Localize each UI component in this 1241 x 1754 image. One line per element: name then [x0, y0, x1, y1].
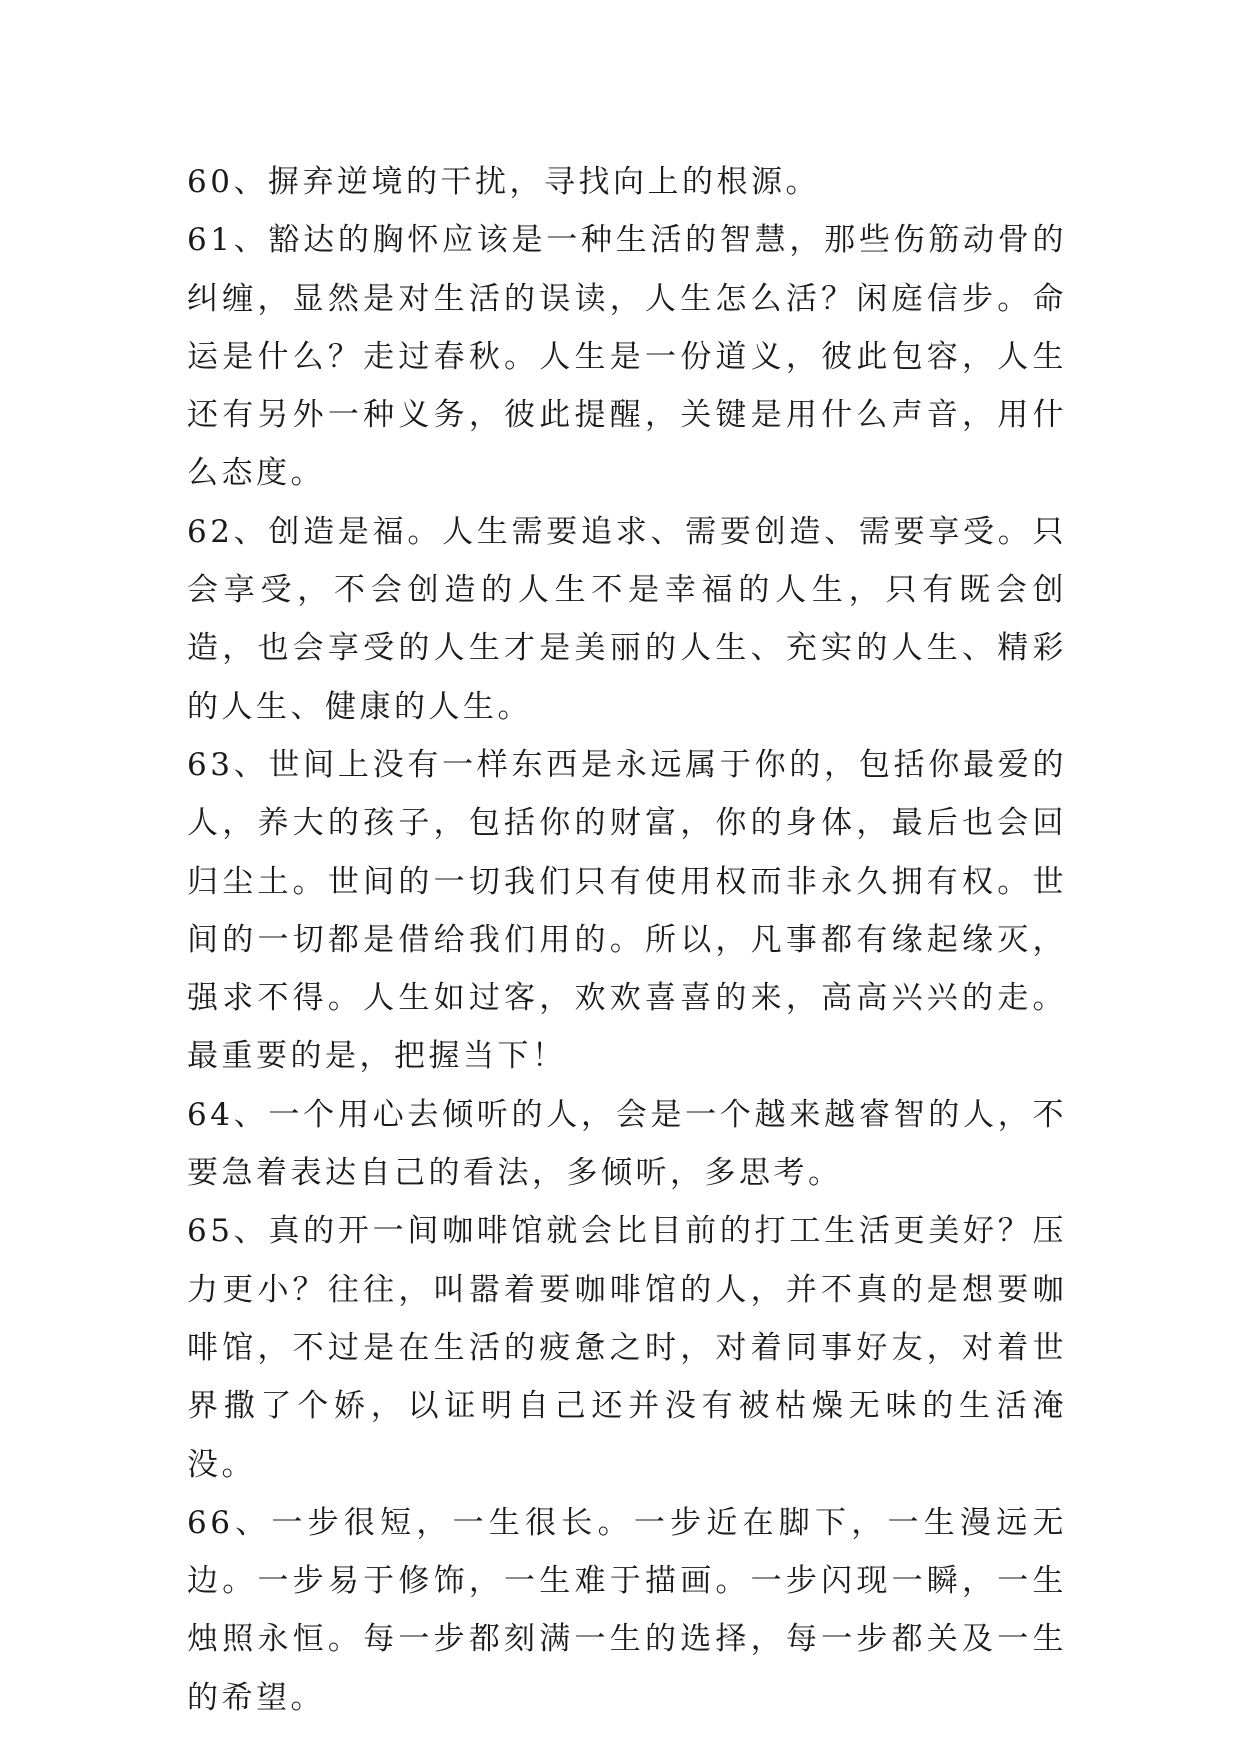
- entry-62: 62、创造是福。人生需要追求、需要创造、需要享受。只会享受，不会创造的人生不是幸福的人生，只有既会创造，也会享受的人生才是美丽的人生、充实的人生、精彩的人生、健康的人生。: [187, 513, 1067, 725]
- entry-61: 61、豁达的胸怀应该是一种生活的智慧，那些伤筋动骨的纠缠，显然是对生活的误读，人生怎么活？闲庭信步。命运是什么？走过春秋。人生是一份道义，彼此包容，人生还有另外一种义务，彼此提醒，关键是用什么声音，用什么态度。: [187, 222, 1067, 492]
- entry-64: 64、一个用心去倾听的人，会是一个越来越睿智的人，不要急着表达自己的看法，多倾听，多思考。: [187, 1096, 1067, 1192]
- entry-66: 66、一步很短，一生很长。一步近在脚下，一生漫远无边。一步易于修饰，一生难于描画。一步闪现一瞬，一生烛照永恒。每一步都刻满一生的选择，每一步都关及一生的希望。: [187, 1504, 1067, 1716]
- entry-60: 60、摒弃逆境的干扰，寻找向上的根源。: [187, 164, 820, 200]
- entry-65: 65、真的开一间咖啡馆就会比目前的打工生活更美好？压力更小？往往，叫嚣着要咖啡馆的人，并不真的是想要咖啡馆，不过是在生活的疲惫之时，对着同事好友，对着世界撒了个娇，以证明自己还并没有被枯燥无味的生活淹没。: [187, 1213, 1067, 1483]
- document-body: [187, 153, 1067, 1727]
- entry-63: 63、世间上没有一样东西是永远属于你的，包括你最爱的人，养大的孩子，包括你的财富，你的身体，最后也会回归尘土。世间的一切我们只有使用权而非永久拥有权。世间的一切都是借给我们用的。所以，凡事都有缘起缘灭，强求不得。人生如过客，欢欢喜喜的来，高高兴兴的走。最重要的是，把握当下！: [187, 746, 1067, 1075]
